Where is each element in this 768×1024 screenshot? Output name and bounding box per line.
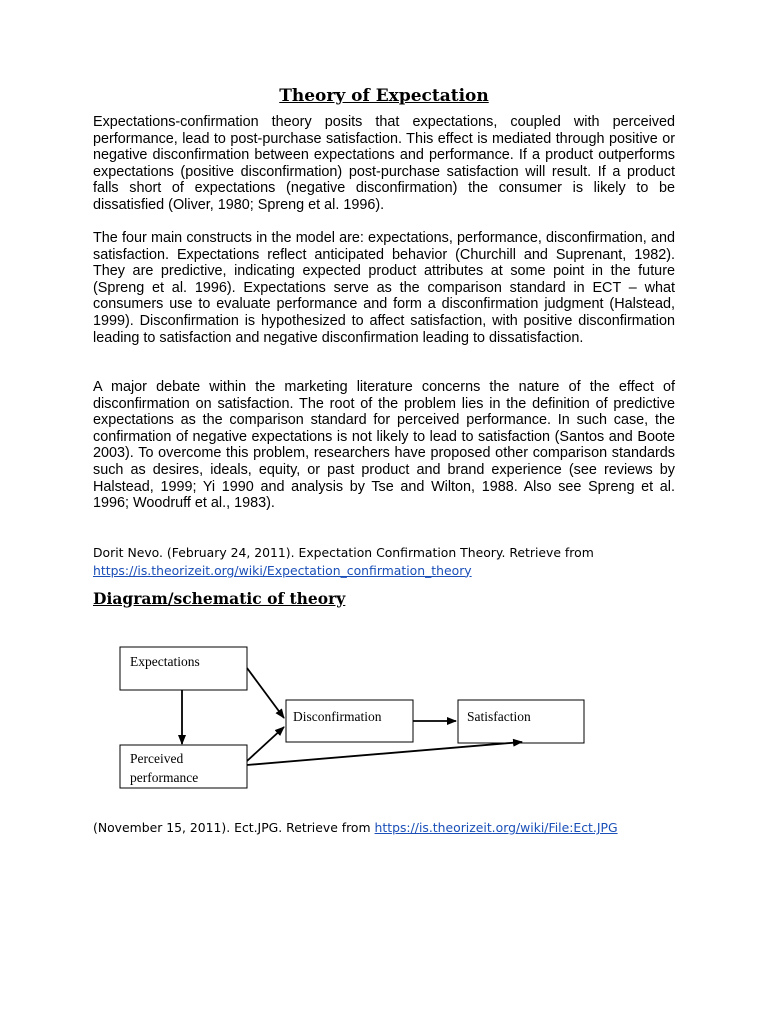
- perceived-performance-box: [120, 745, 247, 788]
- perceived-label-line2: performance: [130, 770, 199, 785]
- satisfaction-box: [458, 700, 584, 743]
- paragraph-1: Expectations-confirmation theory posits that expectations, coupled with perceived performance, lead to post-purchase satisfaction. This effect is mediated through positive or negative disconfirmation between expectations and performance. If a product outperforms expectations (positive disconfirmation) post-purchase satisfaction will result. If a product falls short of expectations (negative disconfirmation) the consumer is likely to be dissatisfied (Oliver, 1980; Spreng et al. 1996).: [93, 114, 675, 213]
- paragraph-3: A major debate within the marketing literature concerns the nature of the effect of disconfirmation on satisfaction. The root of the problem lies in the definition of predictive expectations as the comparison standard for perceived performance. In such case, the confirmation of negative expectations is not likely to lead to satisfaction (Santos and Boote 2003). To overcome this problem, researchers have proposed other comparison standards such as desires, ideals, equity, or past product and brand experience (see reviews by Halstead, 1999; Yi 1990 and analysis by Tse and Wilton, 1988. Also see Spreng et al. 1996; Woodruff et al., 1983).: [93, 379, 675, 512]
- citation-2-link[interactable]: https://is.theorizeit.org/wiki/File:Ect.JPG: [374, 820, 618, 835]
- arrow-expectations-to-disconfirmation: [247, 668, 284, 718]
- diagram-heading: Diagram/schematic of theory: [93, 589, 346, 608]
- citation-1-text: Dorit Nevo. (February 24, 2011). Expectation Confirmation Theory. Retrieve from: [93, 545, 594, 560]
- paragraph-2: The four main constructs in the model are: expectations, performance, disconfirmation, and satisfaction. Expectations reflect anticipated behavior (Churchill and Suprenant, 1982). They are predictive, indicating expected product attributes at some point in the future (Spreng et al. 1996). Expectations serve as the comparison standard in ECT – what consumers use to evaluate performance and form a disconfirmation judgment (Halstead, 1999). Disconfirmation is hypothesized to affect satisfaction, with positive disconfirmation leading to satisfaction and negative disconfirmation leading to dissatisfaction.: [93, 230, 675, 346]
- citation-1-link[interactable]: https://is.theorizeit.org/wiki/Expectation_confirmation_theory: [93, 562, 472, 578]
- perceived-label-line1: Perceived: [130, 751, 184, 766]
- satisfaction-label: Satisfaction: [467, 709, 531, 724]
- disconfirmation-label: Disconfirmation: [293, 709, 382, 724]
- citation-2-text: (November 15, 2011). Ect.JPG. Retrieve from: [93, 820, 371, 835]
- disconfirmation-box: [286, 700, 413, 742]
- arrow-performance-to-satisfaction: [247, 742, 522, 765]
- expectations-box: [120, 647, 247, 690]
- arrow-performance-to-disconfirmation: [247, 727, 284, 761]
- page-title: Theory of Expectation: [279, 86, 489, 106]
- citation-2: [93, 819, 693, 837]
- expectations-label: Expectations: [130, 654, 200, 669]
